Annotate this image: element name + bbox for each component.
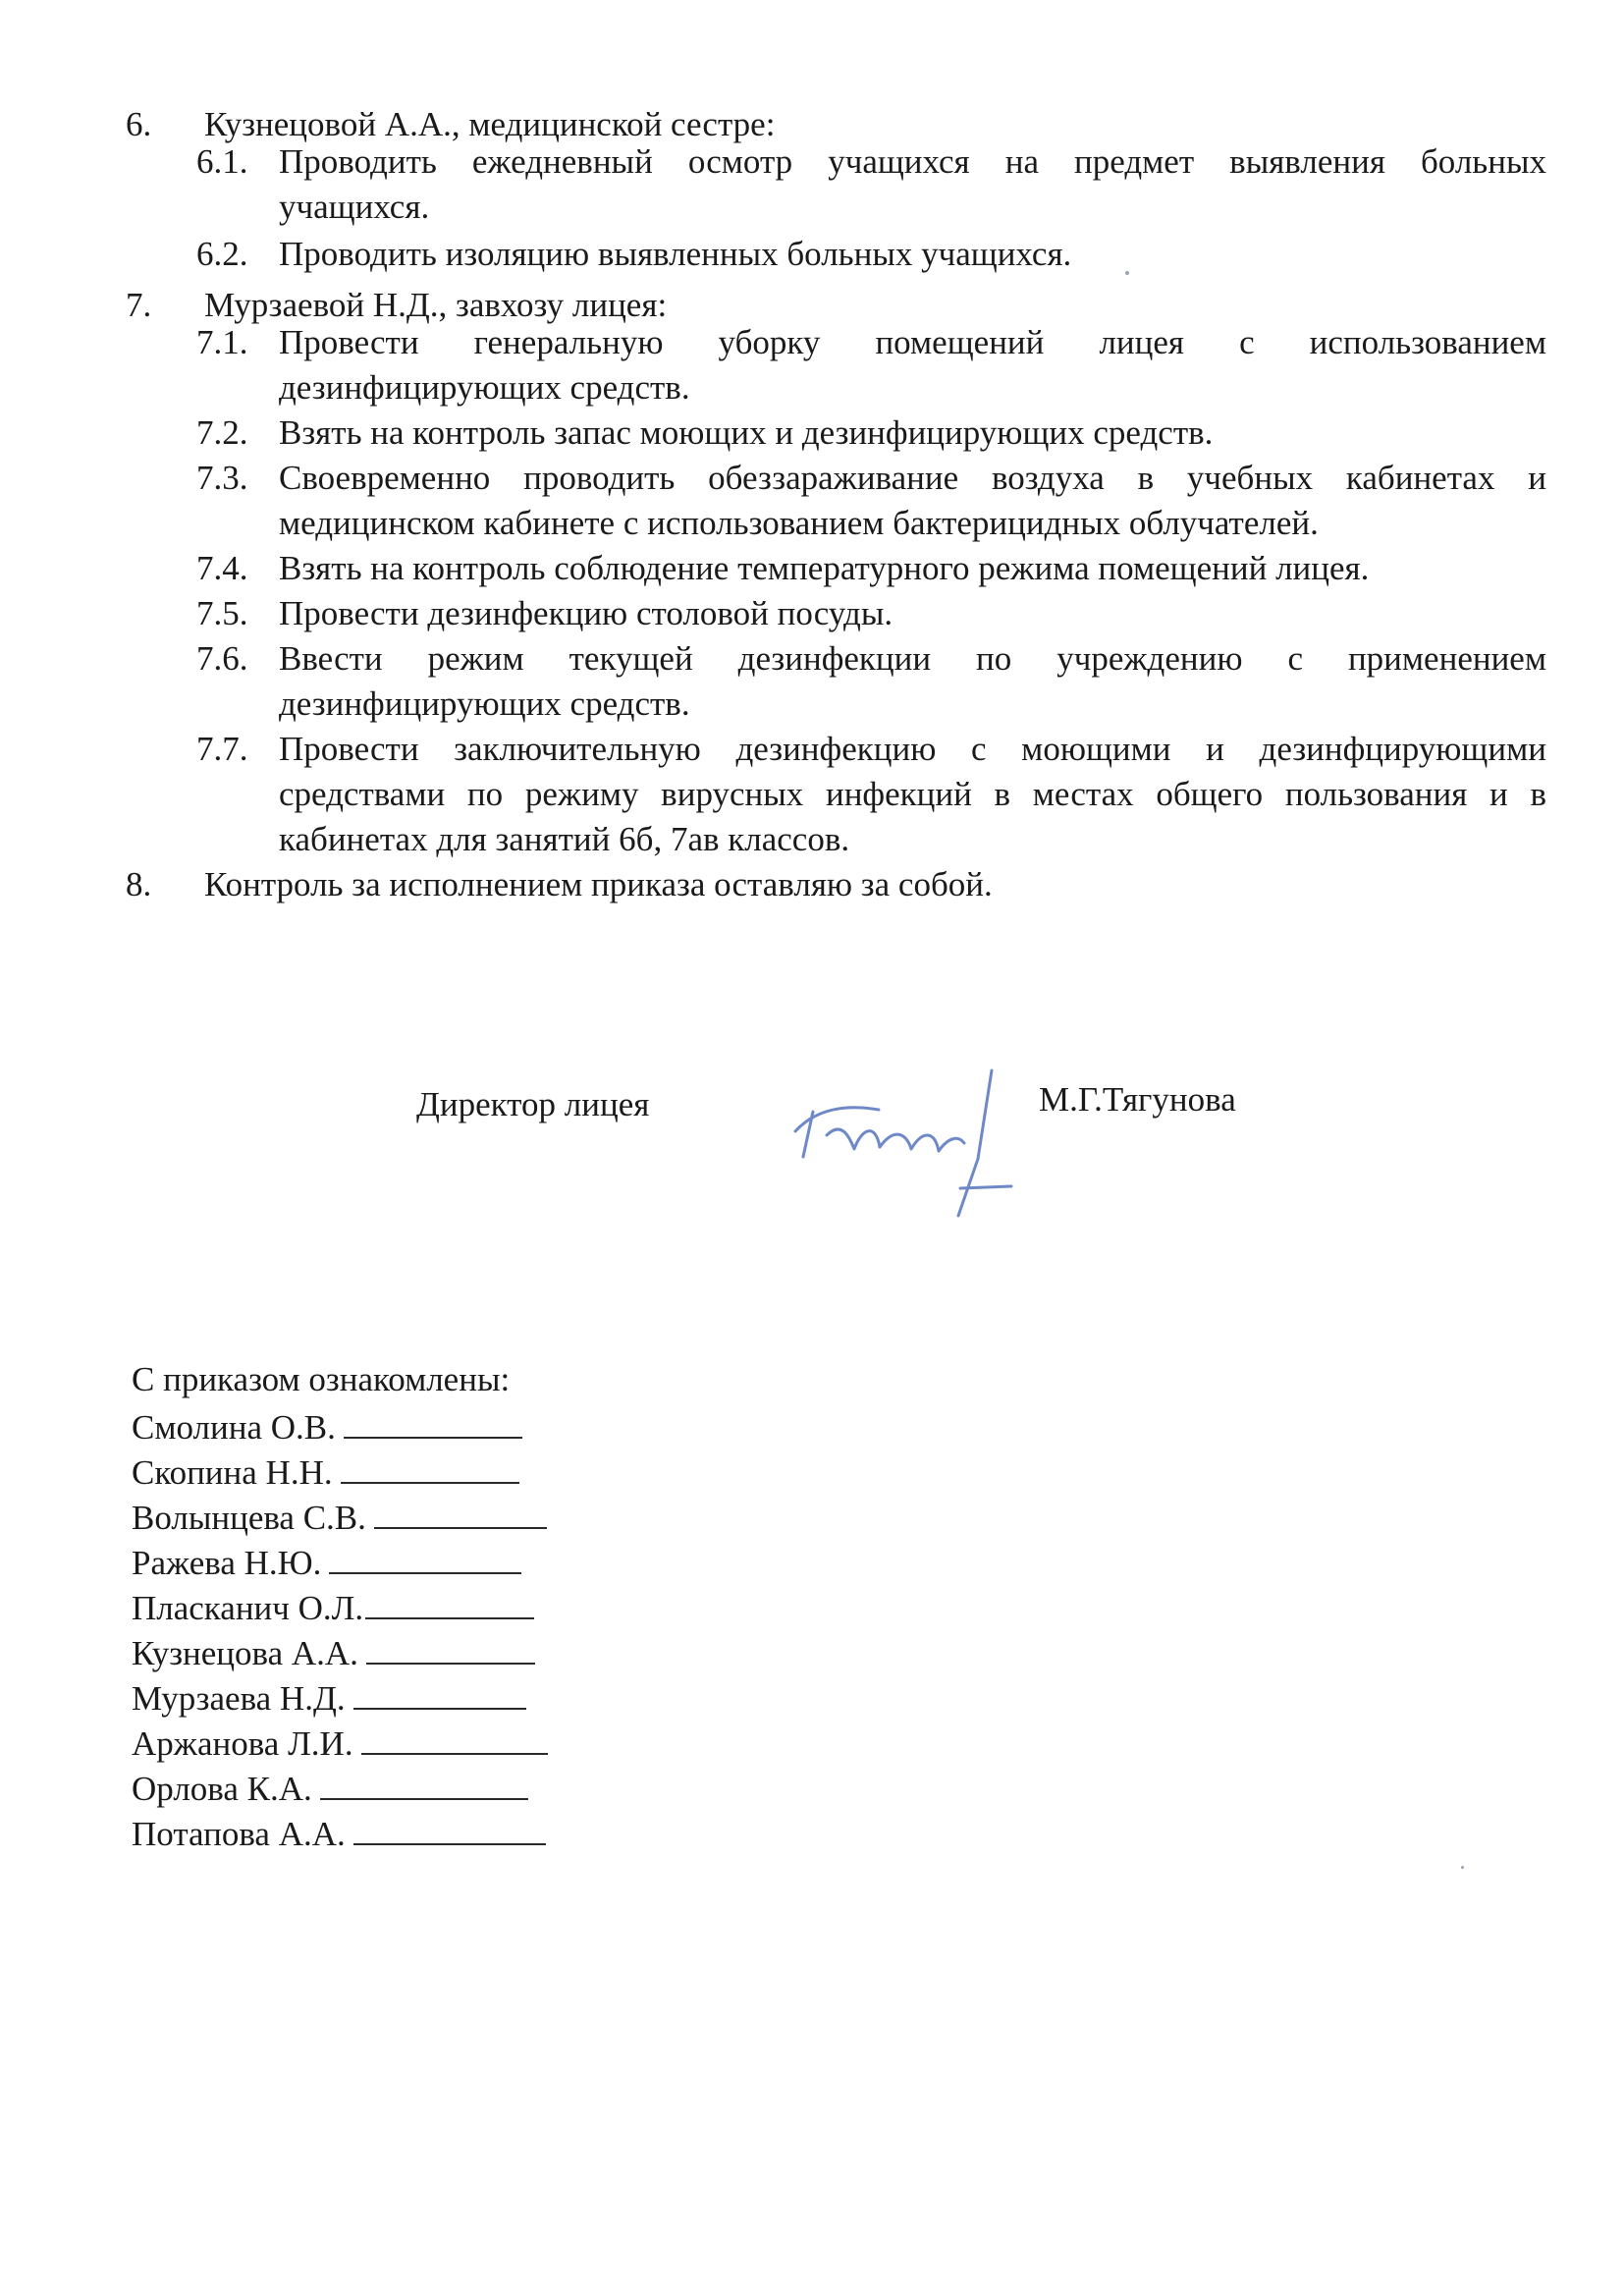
acknowledgement-row [132,1767,548,1812]
subitem-number: 7.2. [196,413,248,452]
item-text: Кузнецовой А.А., медицинской сестре: [204,105,776,143]
acknowledgement-row [132,1405,548,1450]
acknowledgement-row [132,1586,548,1631]
subitem-number: 7.3. [196,459,248,497]
item-number: 6. [126,105,152,143]
subitem-text-cont: учащихся. [279,188,430,226]
signature-line [361,1723,548,1755]
acknowledgement-title: С приказом ознакомлены: [132,1360,511,1398]
signature-line [344,1407,522,1439]
signature-line [341,1452,519,1484]
acknowledgement-row [132,1722,548,1767]
subitem-text: Взять на контроль соблюдение температурного режима помещений лицея. [279,549,1370,587]
subitem-text: Своевременно проводить обеззараживание воздуха в учебных кабинетах и [279,459,1546,497]
subitem-number: 6.2. [196,235,248,273]
subitem-number: 7.4. [196,549,248,587]
signature-line [353,1678,526,1710]
subitem-text: Ввести режим текущей дезинфекции по учреждению с применением [279,639,1546,678]
subitem-text: Провести заключительную дезинфекцию с моющими и дезинфцирующими [279,730,1546,768]
subitem-text: Проводить изоляцию выявленных больных учащихся. [279,235,1072,273]
signature-line [353,1814,546,1845]
subitem-text: Провести генеральную уборку помещений лицея с использованием [279,323,1546,361]
subitem-text-cont: дезинфицирующих средств. [279,368,690,407]
signature-line [365,1588,534,1619]
signature-line [320,1769,528,1800]
item-number: 8. [126,865,152,903]
item-text: Контроль за исполнением приказа оставляю за собой. [204,865,993,903]
person-name: Кузнецова А.А. [132,1634,358,1672]
director-name: М.Г.Тягунова [1039,1080,1236,1119]
subitem-number: 7.6. [196,639,248,678]
subitem-text-cont: дезинфицирующих средств. [279,684,690,723]
person-name: Мурзаева Н.Д. [132,1679,346,1718]
subitem-text: Проводить ежедневный осмотр учащихся на предмет выявления больных [279,142,1546,181]
signature-line [366,1633,535,1665]
scan-speck [1461,1866,1464,1869]
signature-line [374,1498,547,1529]
person-name: Волынцева С.В. [132,1499,366,1537]
item-text: Мурзаевой Н.Д., завхозу лицея: [204,286,668,324]
subitem-number: 7.5. [196,594,248,632]
item-number: 7. [126,286,152,324]
person-name: Пласканич О.Л. [132,1589,364,1627]
subitem-text-cont: медицинском кабинете с использованием бактерицидных облучателей. [279,504,1319,542]
scan-speck [1125,271,1129,275]
person-name: Смолина О.В. [132,1408,336,1447]
subitem-text: Взять на контроль запас моющих и дезинфицирующих средств. [279,413,1214,452]
signature-line [329,1543,521,1574]
subitem-number: 7.7. [196,730,248,768]
subitem-number: 7.1. [196,323,248,361]
acknowledgement-list [132,1405,548,1857]
subitem-text-cont: кабинетах для занятий 6б, 7ав классов. [279,820,850,858]
subitem-text-cont: средствами по режиму вирусных инфекций в местах общего пользования и в [279,775,1546,813]
acknowledgement-row [132,1676,548,1722]
acknowledgement-row [132,1631,548,1676]
acknowledgement-row [132,1541,548,1586]
acknowledgement-row [132,1450,548,1496]
acknowledgement-row [132,1812,548,1857]
person-name: Потапова А.А. [132,1815,346,1853]
acknowledgement-row [132,1496,548,1541]
subitem-number: 6.1. [196,142,248,181]
subitem-text: Провести дезинфекцию столовой посуды. [279,594,893,632]
person-name: Аржанова Л.И. [132,1724,353,1763]
person-name: Ражева Н.Ю. [132,1544,322,1582]
person-name: Скопина Н.Н. [132,1453,333,1492]
handwritten-signature [785,1041,1051,1228]
director-title: Директор лицея [416,1085,650,1123]
person-name: Орлова К.А. [132,1770,312,1808]
